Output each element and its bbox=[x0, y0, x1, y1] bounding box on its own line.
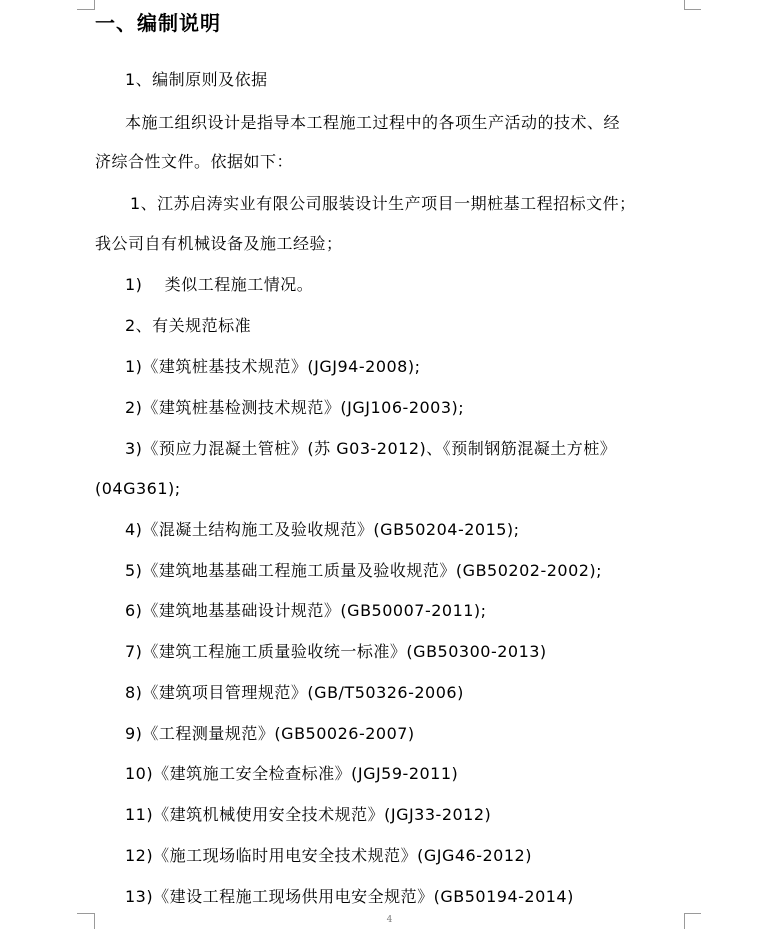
standard-item: 2)《建筑桩基检测技术规范》(JGJ106-2003); bbox=[125, 398, 465, 417]
standard-item: 10)《建筑施工安全检查标准》(JGJ59-2011) bbox=[125, 764, 459, 783]
standard-item: 5)《建筑地基基础工程施工质量及验收规范》(GB50202-2002); bbox=[125, 561, 603, 580]
standard-item: 3)《预应力混凝土管桩》(苏 G03-2012)、《预制钢筋混凝土方桩》 bbox=[125, 439, 617, 458]
basis-item: 1、江苏启涛实业有限公司服装设计生产项目一期桩基工程招标文件； bbox=[130, 194, 636, 213]
standard-item: 12)《施工现场临时用电安全技术规范》(GJG46-2012) bbox=[125, 846, 532, 865]
page-number: 4 bbox=[386, 915, 393, 925]
section-heading: 一、编制说明 bbox=[95, 11, 221, 35]
standard-item: 13)《建设工程施工现场供用电安全规范》(GB50194-2014) bbox=[125, 887, 574, 906]
basis-item: 1) 类似工程施工情况。 bbox=[125, 275, 314, 294]
standard-item: 6)《建筑地基基础设计规范》(GB50007-2011); bbox=[125, 601, 487, 620]
paragraph-line: 本施工组织设计是指导本工程施工过程中的各项生产活动的技术、经 bbox=[125, 113, 621, 132]
crop-mark-top-left-v bbox=[94, 0, 95, 10]
standard-item: 4)《混凝土结构施工及验收规范》(GB50204-2015); bbox=[125, 520, 520, 539]
standard-item-continuation: (04G361); bbox=[95, 479, 181, 498]
paragraph-line: 我公司自有机械设备及施工经验； bbox=[95, 234, 343, 253]
crop-mark-top-left-h bbox=[77, 9, 94, 10]
standard-item: 1)《建筑桩基技术规范》(JGJ94-2008); bbox=[125, 357, 421, 376]
standard-item: 7)《建筑工程施工质量验收统一标准》(GB50300-2013) bbox=[125, 642, 547, 661]
standard-item: 11)《建筑机械使用安全技术规范》(JGJ33-2012) bbox=[125, 805, 492, 824]
standard-item: 8)《建筑项目管理规范》(GB/T50326-2006) bbox=[125, 683, 464, 702]
crop-mark-top-right-v bbox=[684, 0, 685, 10]
subsection-title-principles: 1、编制原则及依据 bbox=[125, 70, 268, 89]
paragraph-line: 济综合性文件。依据如下： bbox=[95, 152, 294, 171]
crop-mark-top-right-h bbox=[684, 9, 701, 10]
standard-item: 9)《工程测量规范》(GB50026-2007) bbox=[125, 724, 415, 743]
subsection-title-standards: 2、有关规范标准 bbox=[125, 316, 252, 335]
